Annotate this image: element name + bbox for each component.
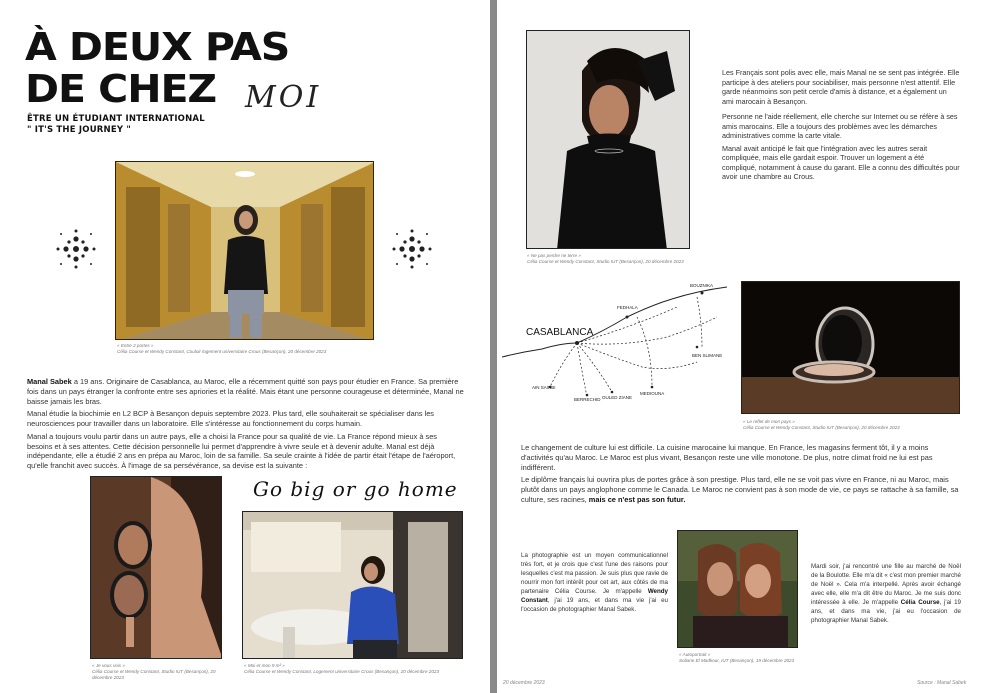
mirror-caption <box>92 663 222 682</box>
compact-photo <box>741 281 960 414</box>
map-label-berrechid: BERRECHID <box>574 397 601 402</box>
wendy-name: Wendy Constant <box>521 587 668 604</box>
hero-caption-title: « Entre 2 portes » <box>117 343 154 348</box>
wendy-bio-text: La photographie est un moyen communicationnel très fort, et je crois que c'est l'une des raisons pour lesquelles c'est ma passion. Je suis plus que ravie de nourrir mon fort intérêt pour cet art, aux côtés de ma partenaire Célia Course. Je m'appelle <box>521 552 668 595</box>
celia-name: Célia Course <box>900 598 940 606</box>
map-label-bouznika: BOUZNIKA <box>690 283 714 288</box>
portrait-caption-title: « Ne pas perdre ne terre » <box>527 253 581 258</box>
mid-article <box>521 443 961 508</box>
flower-ornament-icon-left <box>53 226 99 272</box>
compact-caption-credit: Célia Course et Wendy Constant, Studio IUT (Besançon), 20 décembre 2023 <box>743 425 900 431</box>
hero-photo-corridor <box>115 161 374 340</box>
casablanca-map <box>502 277 732 407</box>
celia-bio <box>811 563 961 626</box>
compact-caption <box>743 419 963 431</box>
title-script-word: MOI <box>245 80 322 115</box>
wendy-bio <box>521 552 668 615</box>
mid-paragraph-bold: mais ce n'est pas son futur. <box>588 494 686 504</box>
map-label-ouled-ziane: OULED ZIANE <box>602 395 633 400</box>
hero-caption <box>117 343 377 355</box>
celia-bio-text: Mardi soir, j'ai rencontré une fille au marché de Noël de la Boulotte. Elle m'a dit « c'est mon premier marché de Noël ». Cela m'a interpellé. Après avoir échangé avec elle, elle m'a dit être du Maroc. Je me suis donc intéressée à elle. Je m'appelle <box>811 563 961 606</box>
top-paragraph-3: Manal avait anticipé le fait que l'intégration avec les autres serait compliquée, mais elle gardait espoir. Trouver un logement a été compliqué, notamment à cause du garant. Elle a connu des difficultés pour avoir une chambre au Crous. <box>722 143 960 181</box>
top-article <box>722 68 960 182</box>
hero-caption-credit: Célia Course et Wendy Constant, Couloir logement universitaire Crous (Besançon), 20 décembre 2023 <box>117 349 327 355</box>
map-label-fedhala: FEDHALA <box>617 305 638 310</box>
mirror-photo <box>90 476 222 659</box>
wendy-bio-text-end: , j'ai 19 ans, et dans ma vie j'ai eu l'occasion de photographier Manal Sabek. <box>521 596 668 613</box>
duo-caption-credit: Soliane El Madkour, IUT (Besançon), 19 décembre 2023 <box>679 658 795 664</box>
mid-paragraph-1: Le changement de culture lui est difficile. La cuisine marocaine lui manque. En France, les magasins ferment tôt, il y a moins d'activités qu'au Maroc. Le Maroc est plus vivant, Besançon reste une ville monotone. De plus, notre climat froid ne lui est pas indifférent. <box>521 443 933 472</box>
compact-caption-title: « Le reflet de mon pays » <box>743 419 795 424</box>
right-page <box>497 0 987 693</box>
duo-portrait-photo <box>677 530 798 648</box>
title-line-1: À DEUX PAS <box>25 25 290 69</box>
intro-article <box>27 377 464 474</box>
subtitle-line-1: ÊTRE UN ÉTUDIANT INTERNATIONAL <box>27 114 205 124</box>
intro-paragraph-3: Manal a toujours voulu partir dans un autre pays, elle a choisi la France pour sa qualité de vie. La France répond mieux à ses besoins et à ses attentes. Cette décision personnelle lui permet d'apprendre à vivre seule et à devenir adulte. Manal est déjà indépendante, elle a étudié 2 ans en prépa au Maroc, loin de sa famille. Sa seule crainte à l'idée de partir était l'étape de l'aéroport, qu'elle franchit avec succès. À l'image de sa persévérance, sa devise est la suivante : <box>27 431 456 471</box>
map-label-ain-sairbi: AIN SAIRBI <box>532 385 556 390</box>
left-page <box>0 0 490 693</box>
mirror-caption-credit: Célia Course et Wendy Constant, Studio IUT (Besançon), 20 décembre 2023 <box>92 669 216 681</box>
intro-paragraph-1: a 19 ans. Originaire de Casablanca, au Maroc, elle a récemment quitté son pays pour étudier en France. Sa première fois dans un pays étranger la confronte entre ses apriories et la réalité. Mais étant une personne courageuse et déterminée, Manal ne baisse jamais les bras. <box>27 377 464 406</box>
room-caption <box>244 663 466 675</box>
map-label-ben-slimane: BEN SLIMANE <box>692 353 723 358</box>
room-caption-credit: Célia Course et Wendy Constant, Logement universitaire Crous (Besançon), 20 décembre 2023 <box>244 669 439 675</box>
intro-name: Manal Sabek <box>27 377 72 386</box>
flower-ornament-icon-right <box>389 226 435 272</box>
duo-caption <box>679 652 804 664</box>
top-paragraph-1: Les Français sont polis avec elle, mais Manal ne se sent pas intégrée. Elle participe à des ateliers pour sociabiliser, mais personne n'est attentif. Elle garde néanmoins son petit cercle d'amis à distance, et a également un ami marocain à Besançon. <box>722 68 960 106</box>
room-caption-title: « Moi et mon 9 m² » <box>244 663 285 668</box>
title-line-2: DE CHEZ <box>25 67 217 111</box>
footer-source: Source : Manal Sabek <box>917 680 967 686</box>
mid-paragraph-2: Le diplôme français lui ouvrira plus de portes grâce à son prestige. Plus tard, elle ne se voit pas vivre en France, ni au Maroc, mais plutôt dans un pays anglophone comme le Canada. Le Maroc ne convient pas à son mode de vie, ce pays se rattache à sa famille, sa culture, ses racines, <box>521 475 959 504</box>
celia-bio-text-end: , j'ai 19 ans, et dans ma vie, j'ai eu l'occasion de photographier Manal Sabek. <box>811 598 961 624</box>
motto-handwriting: Go big or go home <box>253 477 458 501</box>
subtitle-line-2: " IT'S THE JOURNEY " <box>27 125 132 135</box>
top-paragraph-2: Personne ne l'aide réellement, elle cherche sur Internet ou se réfère à ses amis marocains. Elle a toujours des problèmes avec les démarches administratives comme la carte vitale. <box>722 112 958 140</box>
intro-paragraph-2: Manal étudie la biochimie en L2 BCP à Besançon depuis septembre 2023. Plus tard, elle souhaiterait se spécialiser dans les neurosciences pour travailler dans un laboratoire. Elle s'intéresse au fonctionnement du corps humain. <box>27 409 435 429</box>
duo-caption-title: « Autoportrait » <box>679 652 711 657</box>
portrait-photo <box>526 30 690 249</box>
footer-date: 20 décembre 2023 <box>503 680 545 686</box>
map-label-mediouna: MEDIOUNA <box>640 391 665 396</box>
portrait-caption <box>527 253 697 265</box>
mirror-caption-title: « Je vous vois » <box>92 663 125 668</box>
map-label-casablanca: CASABLANCA <box>526 327 594 338</box>
portrait-caption-credit: Célia Course et Wendy Constant, Studio IUT (Besançon), 20 décembre 2023 <box>527 259 684 265</box>
room-photo <box>242 511 463 659</box>
